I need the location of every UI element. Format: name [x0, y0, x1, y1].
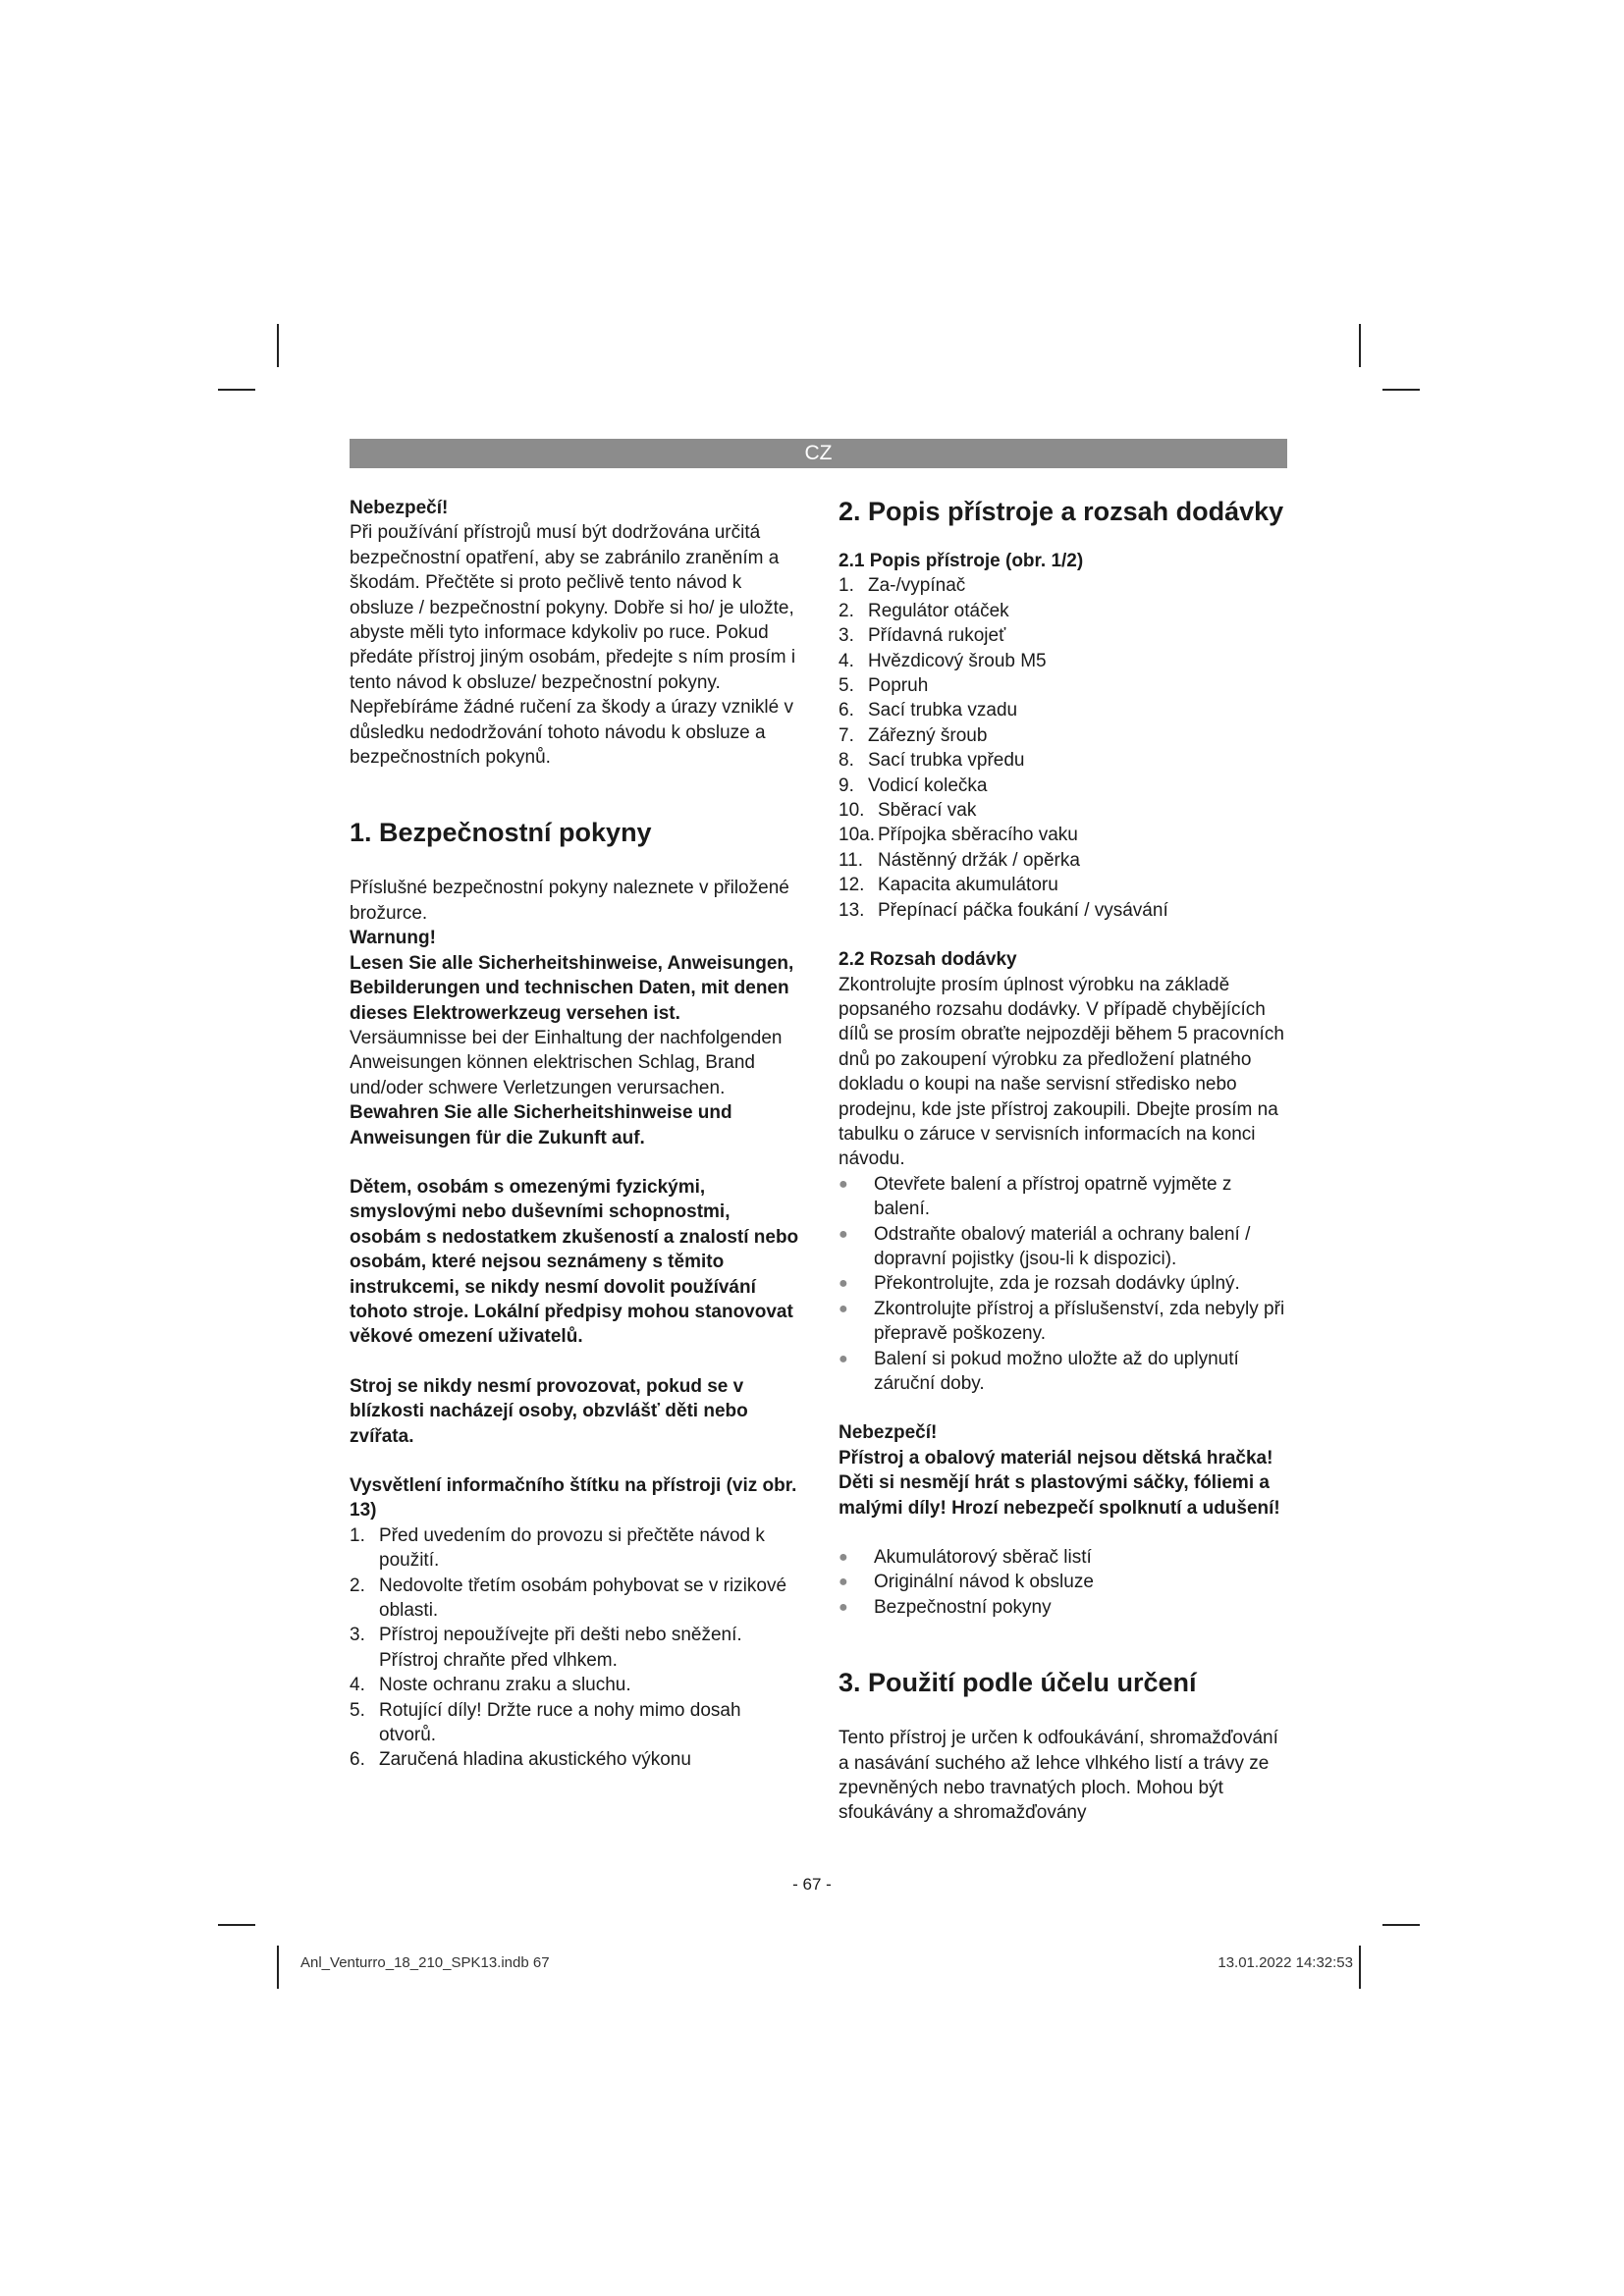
list-item: [839, 1172, 1290, 1222]
left-column: [350, 496, 801, 1773]
list-item: [839, 1570, 1290, 1594]
item-number: 10a.: [839, 825, 875, 846]
item-number: 4.: [839, 650, 854, 671]
list-item: [350, 1574, 801, 1624]
item-text: Překontrolujte, zda je rozsah dodávky úplný.: [874, 1273, 1240, 1295]
list-item: [839, 848, 1290, 873]
item-text: Nástěnný držák / opěrka: [878, 849, 1080, 871]
list-item: [839, 573, 1290, 598]
item-number: 2.: [839, 600, 854, 621]
item-text: Odstraňte obalový materiál a ochrany balení / dopravní pojistky (jsou-li k dispozici).: [874, 1223, 1251, 1269]
bullet-icon: ●: [839, 1275, 848, 1293]
supply-list: [839, 1545, 1290, 1620]
item-text: Hvězdicový šroub M5: [868, 650, 1047, 671]
danger-text: Při používání přístrojů musí být dodržována určitá bezpečnostní opatření, aby se zabránilo zraněním a škodám. Přečtěte si proto pečlivě tento návod k obsluze / bezpečnostní pokyny. Dobře si ho/ je uložte, abyste měli tyto informace kdykoliv po ruce. Pokud předáte přístroj jiným osobám, předejte s ním prosím i tento návod k obsluze/ bezpečnostní pokyny. Nepřebíráme žádné ručení za škody a úrazy vzniklé v důsledku nedodržování tohoto návodu k obsluze a bezpečnostních pokynů.: [350, 522, 796, 769]
danger-text-right: Přístroj a obalový materiál nejsou dětská hračka! Děti si nesmějí hrát s plastovými sáčky, fóliemi a malými díly! Hrozí nebezpečí spolknutí a udušení!: [839, 1447, 1280, 1519]
item-number: 8.: [839, 750, 854, 772]
item-text: Originální návod k obsluze: [874, 1572, 1094, 1593]
item-text: Noste ochranu zraku a sluchu.: [379, 1675, 631, 1696]
item-text: Rotující díly! Držte ruce a nohy mimo dosah otvorů.: [379, 1699, 741, 1746]
item-text: Akumulátorový sběrač listí: [874, 1547, 1092, 1569]
item-number: 1.: [350, 1524, 365, 1546]
section-3-heading: 3. Použití podle účelu určení: [839, 1668, 1197, 1698]
crop-mark: [1382, 389, 1420, 391]
bullet-icon: ●: [839, 1574, 848, 1591]
danger-title: Nebezpečí!: [350, 498, 449, 518]
list-item: [839, 1595, 1290, 1620]
item-number: 1.: [839, 575, 854, 597]
crop-mark: [218, 389, 255, 391]
item-number: 12.: [839, 875, 865, 896]
list-item: [839, 649, 1290, 673]
list-item: [839, 1271, 1290, 1296]
list-item: [350, 1673, 801, 1697]
warnung-text: Versäumnisse bei der Einhaltung der nachfolgenden Anweisungen können elektrischen Schlag, Brand und/oder schwere Verletzungen verursachen.: [350, 1027, 783, 1098]
list-item: [839, 1297, 1290, 1347]
item-number: 5.: [350, 1699, 365, 1721]
bullet-icon: ●: [839, 1225, 848, 1243]
list-item: [839, 673, 1290, 698]
children-warning: Dětem, osobám s omezenými fyzickými, smyslovými nebo duševními schopnostmi, osobám s nedostatkem zkušeností a znalostí nebo osobám, které nejsou seznámeny s těmito instrukcemi, se nikdy nesmí dovolit používání tohoto stroje. Lokální předpisy mohou stanovovat věkové omezení uživatelů.: [350, 1176, 799, 1348]
warnung-keep: Bewahren Sie alle Sicherheitshinweise und Anweisungen für die Zukunft auf.: [350, 1102, 732, 1148]
item-text: Sací trubka vzadu: [868, 700, 1018, 721]
section-3-text: Tento přístroj je určen k odfoukávání, shromažďování a nasávání suchého až lehce vlhkého listí a trávy ze zpevněných nebo travnatých ploch. Mohou být sfoukávány a shromažďovány: [839, 1728, 1278, 1824]
parts-list: [839, 573, 1290, 923]
item-text: Otevřete balení a přístroj opatrně vyjměte z balení.: [874, 1173, 1232, 1220]
list-item: [350, 1623, 801, 1673]
item-text: Balení si pokud možno uložte až do uplynutí záruční doby.: [874, 1348, 1239, 1394]
item-number: 2.: [350, 1575, 365, 1596]
people-warning: Stroj se nikdy nesmí provozovat, pokud se v blízkosti nacházejí osoby, obzvlášť děti nebo zvířata.: [350, 1375, 748, 1447]
item-text: Zaručená hladina akustického výkonu: [379, 1749, 691, 1771]
list-item: [839, 748, 1290, 773]
list-item: [839, 798, 1290, 823]
item-text: Zkontrolujte přístroj a příslušenství, zda nebyly při přepravě poškozeny.: [874, 1298, 1285, 1345]
list-item: [839, 1347, 1290, 1397]
crop-mark: [1382, 1924, 1420, 1926]
item-text: Regulátor otáček: [868, 600, 1009, 621]
item-number: 6.: [350, 1749, 365, 1771]
page-number: - 67 -: [792, 1875, 832, 1894]
list-item: [839, 1545, 1290, 1570]
slug-date-info: 13.01.2022 14:32:53: [1218, 1954, 1353, 1971]
bullet-icon: ●: [839, 1350, 848, 1367]
item-text: Popruh: [868, 675, 929, 697]
warnung-title: Warnung!: [350, 928, 436, 949]
item-number: 3.: [839, 625, 854, 647]
item-number: 13.: [839, 899, 865, 921]
list-item: [839, 774, 1290, 798]
section-1-intro: Příslušné bezpečnostní pokyny naleznete v přiložené brožurce.: [350, 878, 789, 924]
slug-file-info: Anl_Venturro_18_210_SPK13.indb 67: [300, 1954, 550, 1971]
item-number: 10.: [839, 800, 865, 822]
list-item: [350, 1747, 801, 1772]
list-item: [839, 623, 1290, 648]
label-list: [350, 1523, 801, 1773]
item-text: Bezpečnostní pokyny: [874, 1596, 1052, 1618]
list-item: [839, 698, 1290, 722]
bullet-icon: ●: [839, 1549, 848, 1567]
item-number: 5.: [839, 675, 854, 697]
list-item: [350, 1698, 801, 1748]
section-1-heading: 1. Bezpečnostní pokyny: [350, 818, 652, 848]
bullet-icon: ●: [839, 1175, 848, 1193]
item-text: Za-/vypínač: [868, 575, 966, 597]
warnung-bold: Lesen Sie alle Sicherheitshinweise, Anweisungen, Bebilderungen und technischen Daten, mit denen dieses Elektrowerkzeug versehen ist.: [350, 952, 794, 1024]
item-number: 9.: [839, 774, 854, 796]
item-text: Přídavná rukojeť: [868, 625, 1006, 647]
item-text: Přístroj nepoužívejte při dešti nebo sněžení. Přístroj chraňte před vlhkem.: [379, 1625, 742, 1671]
item-text: Kapacita akumulátoru: [878, 875, 1058, 896]
section-2-heading: 2. Popis přístroje a rozsah dodávky: [839, 497, 1284, 526]
list-item: [350, 1523, 801, 1574]
list-item: [839, 599, 1290, 623]
label-heading: Vysvětlení informačního štítku na přístroji (viz obr. 13): [350, 1475, 797, 1522]
item-text: Zářezný šroub: [868, 724, 988, 746]
list-item: [839, 873, 1290, 897]
item-text: Přípojka sběracího vaku: [878, 825, 1078, 846]
list-item: [839, 723, 1290, 748]
item-text: Sací trubka vpředu: [868, 750, 1025, 772]
item-text: Sběrací vak: [878, 800, 977, 822]
crop-mark: [218, 1924, 255, 1926]
crop-mark: [277, 1946, 279, 1989]
item-text: Vodicí kolečka: [868, 774, 988, 796]
crop-mark: [1359, 1946, 1361, 1989]
language-header-bar: CZ: [350, 439, 1287, 468]
bullet-icon: ●: [839, 1300, 848, 1317]
subsection-2-2-heading: 2.2 Rozsah dodávky: [839, 949, 1017, 971]
list-item: [839, 1222, 1290, 1272]
item-number: 4.: [350, 1675, 365, 1696]
item-number: 11.: [839, 849, 864, 871]
item-text: Přepínací páčka foukání / vysávání: [878, 899, 1168, 921]
item-text: Nedovolte třetím osobám pohybovat se v rizikové oblasti.: [379, 1575, 787, 1622]
list-item: [839, 898, 1290, 923]
item-number: 3.: [350, 1625, 365, 1646]
subsection-2-1-heading: 2.1 Popis přístroje (obr. 1/2): [839, 551, 1084, 571]
check-list: [839, 1172, 1290, 1397]
bullet-icon: ●: [839, 1598, 848, 1616]
danger-title-right: Nebezpečí!: [839, 1422, 938, 1444]
item-text: Před uvedením do provozu si přečtěte návod k použití.: [379, 1524, 765, 1572]
item-number: 6.: [839, 700, 854, 721]
subsection-2-2-text: Zkontrolujte prosím úplnost výrobku na základě popsaného rozsahu dodávky. V případě chybějících dílů se prosím obraťte nejpozději během 5 pracovních dnů po zakoupení výrobku za předložení platného dokladu o koupi na naše servisní středisko nebo prodejnu, kde jste přístroj zakoupili. Dbejte prosím na tabulku o záruce v servisních informacích na konci návodu.: [839, 974, 1284, 1170]
list-item: [839, 823, 1290, 847]
crop-mark: [1359, 324, 1361, 367]
item-number: 7.: [839, 724, 854, 746]
warnung-paragraph: [350, 951, 801, 1100]
crop-mark: [277, 324, 279, 367]
right-column: [839, 496, 1290, 1826]
